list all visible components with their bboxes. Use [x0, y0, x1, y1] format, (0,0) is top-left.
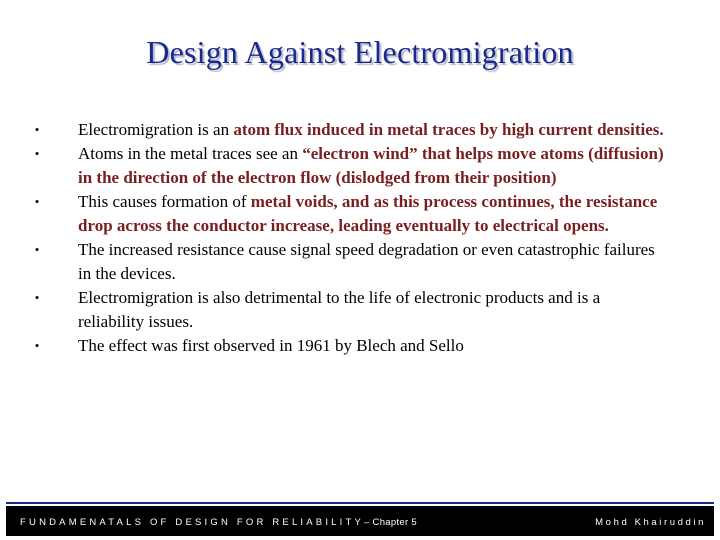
bullet-dot-icon: •	[34, 146, 40, 161]
bullet-item	[30, 190, 670, 238]
bullet-item	[30, 118, 670, 142]
bullet-dot-icon: •	[34, 290, 40, 305]
bullet-list	[30, 118, 670, 358]
bullet-dot-icon: •	[34, 194, 40, 209]
bullet-item	[30, 286, 670, 334]
bullet-item	[30, 238, 670, 286]
bullet-dot-icon: •	[34, 338, 40, 353]
slide-title: Design Against Electromigration	[146, 34, 574, 70]
bullet-highlight: metal voids, and as this process continues, the resistance drop across the conductor increase, leading eventually to electrical opens.	[78, 192, 658, 235]
footer-divider	[6, 502, 714, 504]
bullet-highlight: atom flux induced in metal traces by high current densities.	[233, 120, 664, 139]
bullet-text: Electromigration is an	[78, 120, 234, 139]
bullet-text: This causes formation of	[78, 192, 251, 211]
bullet-text: The effect was first observed in 1961 by Blech and Sello	[78, 336, 464, 355]
bullet-text: Electromigration is also detrimental to the life of electronic products and is a reliability issues.	[78, 288, 601, 331]
bullet-text: The increased resistance cause signal speed degradation or even catastrophic failures in the devices.	[78, 240, 655, 283]
bullet-highlight: “electron wind” that helps move atoms (diffusion) in the direction of the electron flow (dislodged from their position)	[78, 144, 664, 187]
footer-author: Mohd Khairuddin	[595, 517, 706, 528]
bullet-item	[30, 334, 670, 358]
bullet-dot-icon: •	[34, 242, 40, 257]
footer-chapter: Chapter 5	[372, 517, 417, 528]
bullet-dot-icon: •	[34, 122, 40, 137]
bullet-text: Atoms in the metal traces see an	[78, 144, 303, 163]
footer-course-label: FUNDAMENATALS OF DESIGN FOR RELIABILITY–	[20, 517, 373, 528]
footer-bar	[6, 506, 714, 536]
footer-course-title	[20, 517, 417, 528]
bullet-item	[30, 142, 670, 190]
